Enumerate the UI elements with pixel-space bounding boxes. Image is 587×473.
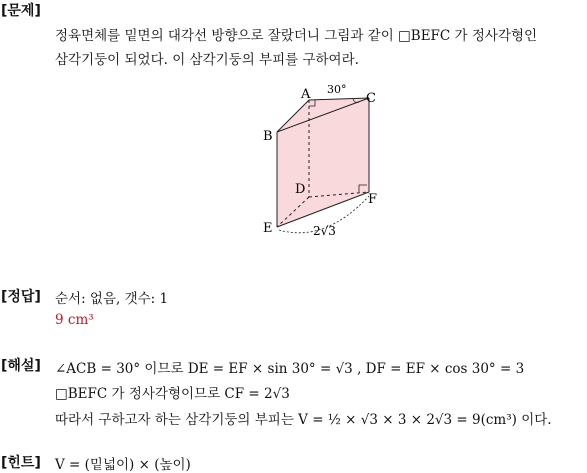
hint-line-1: V = (밑넓이) × (높이): [55, 457, 191, 473]
label-b: B: [263, 129, 273, 144]
solution-tag: [해설]: [1, 358, 41, 374]
square-face-befc: [277, 98, 369, 227]
triangular-prism-figure: [255, 78, 395, 248]
problem-line-1: 정육면체를 밑면의 대각선 방향으로 잘랐더니 그림과 같이 □BEFC 가 정사각형인: [55, 28, 538, 44]
solution-line-1: ∠ACB = 30° 이므로 DE = EF × sin 30° = √3 , DF = EF × cos 30° = 3: [55, 361, 525, 377]
solution-line-3: 따라서 구하고자 하는 삼각기둥의 부피는 V = ½ × √3 × 3 × 2√3 = 9(cm³) 이다.: [55, 412, 552, 428]
label-f: F: [368, 192, 378, 207]
angle-label: 30°: [327, 83, 347, 96]
label-c: C: [366, 91, 376, 106]
solution-line-2: □BEFC 가 정사각형이므로 CF = 2√3: [55, 386, 290, 402]
answer-value: 9 cm³: [55, 312, 94, 328]
label-d: D: [295, 182, 306, 197]
answer-line-1: 순서: 없음, 갯수: 1: [55, 291, 169, 307]
label-a: A: [301, 87, 311, 102]
hint-tag: [힌트]: [1, 455, 41, 471]
problem-tag: [문제]: [1, 3, 41, 19]
problem-line-2: 삼각기둥이 되었다. 이 삼각기둥의 부피를 구하여라.: [55, 52, 359, 68]
length-label: 2√3: [313, 224, 336, 238]
label-e: E: [263, 221, 273, 236]
answer-tag: [정답]: [1, 289, 41, 305]
